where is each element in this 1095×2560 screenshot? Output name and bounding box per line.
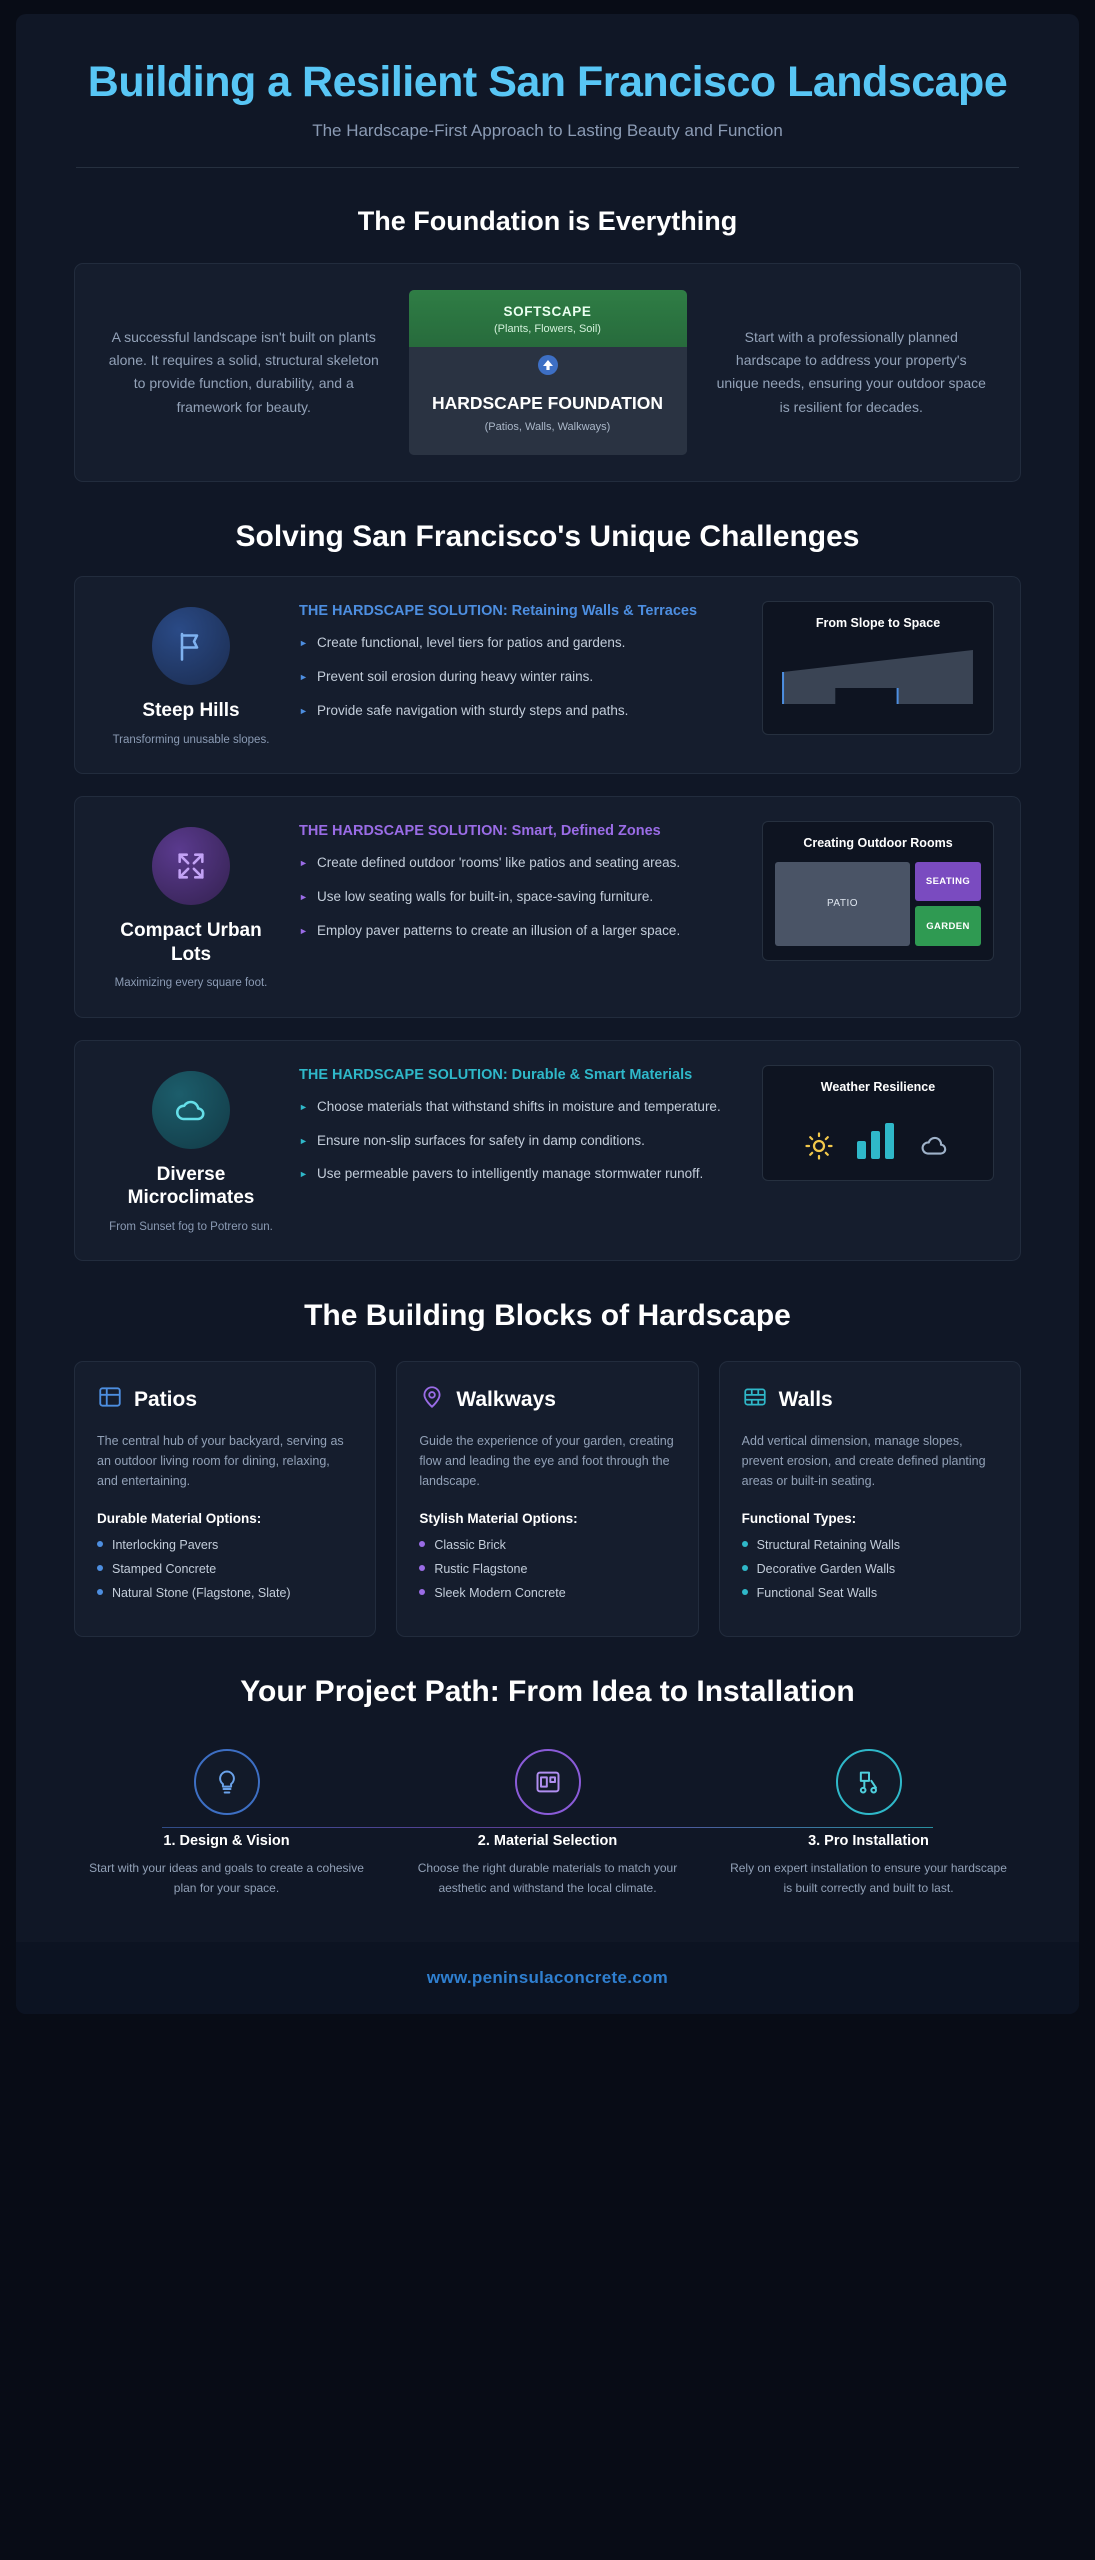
step-title: 3. Pro Installation (808, 1833, 929, 1850)
challenge-caption: From Sunset fog to Potrero sun. (109, 1221, 273, 1234)
slope-to-space-graphic (775, 642, 981, 720)
wall-brick-icon (742, 1384, 768, 1415)
list-item (299, 1164, 744, 1185)
solution-heading: THE HARDSCAPE SOLUTION: Smart, Defined Zones (299, 822, 661, 839)
list-item (742, 1538, 998, 1552)
visual-title: From Slope to Space (815, 615, 941, 630)
blocks-heading: The Building Blocks of Hardscape (304, 1299, 791, 1333)
dot-bullet-icon (97, 1565, 103, 1571)
list-text: Functional Seat Walls (756, 1586, 878, 1601)
bullet-text: Employ paver patterns to create an illusion of a larger space. (317, 922, 681, 938)
foundation-card (74, 263, 1021, 482)
block-title: Patios (134, 1387, 198, 1411)
tools-icon (836, 1749, 902, 1815)
dot-bullet-icon (742, 1541, 748, 1547)
step-description: Start with your ideas and goals to create a cohesive plan for your space. (89, 1861, 364, 1895)
challenge-visual (762, 1065, 994, 1181)
step-description: Rely on expert installation to ensure your hardscape is built correctly and built to last. (730, 1861, 1007, 1895)
room-column (915, 862, 981, 946)
challenge-caption: Maximizing every square foot. (114, 977, 268, 990)
list-item (742, 1586, 998, 1600)
challenge-solution (299, 1065, 744, 1199)
dot-bullet-icon (97, 1541, 103, 1547)
website-link[interactable]: www.peninsulaconcrete.com (426, 1967, 669, 1987)
block-list-title: Stylish Material Options: (419, 1511, 578, 1527)
path-steps (74, 1749, 1021, 1897)
hardscape-title: HARDSCAPE FOUNDATION (431, 393, 664, 414)
challenge-visual (762, 821, 994, 961)
challenge-summary (101, 821, 281, 993)
list-item (419, 1538, 675, 1552)
challenge-title: Compact Urban Lots (120, 919, 262, 965)
list-item (299, 633, 744, 654)
hardscape-subtitle: (Patios, Walls, Walkways) (484, 420, 611, 433)
triangle-bullet-icon: ► (299, 891, 308, 902)
challenge-summary (101, 1065, 281, 1237)
block-card-patios (74, 1361, 376, 1637)
triangle-bullet-icon: ► (299, 857, 308, 868)
dot-bullet-icon (742, 1589, 748, 1595)
foundation-right-text: Start with a professionally planned hardscape to address your property's unique needs, ensuring your outdoor space is resilient for decades. (716, 329, 986, 415)
bullet-text: Provide safe navigation with sturdy steps and paths. (317, 702, 629, 718)
dot-bullet-icon (97, 1589, 103, 1595)
list-text: Decorative Garden Walls (756, 1562, 896, 1577)
block-list (742, 1538, 998, 1600)
softscape-subtitle: (Plants, Flowers, Soil) (494, 323, 601, 336)
foundation-stack-diagram (409, 290, 687, 455)
building-blocks-row (74, 1361, 1021, 1637)
bullet-text: Choose materials that withstand shifts in moisture and temperature. (317, 1098, 721, 1114)
patio-icon (97, 1384, 123, 1415)
outdoor-rooms-graphic (775, 862, 981, 946)
challenge-visual (762, 601, 994, 735)
dot-bullet-icon (419, 1541, 425, 1547)
challenge-summary (101, 601, 281, 749)
infographic-page (16, 14, 1079, 2014)
location-pin-icon (419, 1384, 445, 1415)
flag-slope-icon (152, 607, 230, 685)
block-header (742, 1384, 998, 1415)
block-list-title: Functional Types: (741, 1511, 857, 1527)
solution-bullets (299, 853, 744, 942)
list-item (299, 921, 744, 942)
hero-section (16, 14, 1079, 141)
triangle-bullet-icon: ► (299, 925, 308, 936)
block-title: Walkways (456, 1387, 556, 1411)
challenge-caption: Transforming unusable slopes. (112, 733, 270, 746)
hardscape-layer (409, 383, 687, 455)
block-title: Walls (778, 1387, 833, 1411)
challenge-solution (299, 821, 744, 955)
weather-resilience-graphic (775, 1106, 981, 1166)
block-list (97, 1538, 353, 1600)
path-step-installation (716, 1749, 1021, 1897)
list-item (419, 1562, 675, 1576)
challenge-card-compact-lots (74, 796, 1021, 1018)
list-text: Structural Retaining Walls (756, 1538, 900, 1553)
block-list-title: Durable Material Options: (97, 1511, 262, 1527)
block-card-walkways (396, 1361, 698, 1637)
block-description: Guide the experience of your garden, creating flow and leading the eye and foot through the landscape. (419, 1434, 674, 1489)
challenges-heading: Solving San Francisco's Unique Challenges (235, 519, 860, 553)
list-item (419, 1586, 675, 1600)
page-subtitle: The Hardscape-First Approach to Lasting Beauty and Function (312, 121, 783, 141)
list-item (742, 1562, 998, 1576)
block-header (419, 1384, 675, 1415)
cloud-icon-small (918, 1131, 952, 1166)
bar-chart-icon (854, 1121, 898, 1166)
step-description: Choose the right durable materials to match your aesthetic and withstand the local climate. (417, 1861, 678, 1895)
bullet-text: Create defined outdoor 'rooms' like patios and seating areas. (317, 854, 681, 870)
list-item (97, 1562, 353, 1576)
list-text: Sleek Modern Concrete (434, 1586, 566, 1601)
list-item (97, 1586, 353, 1600)
bullet-text: Ensure non-slip surfaces for safety in damp conditions. (317, 1132, 645, 1148)
path-step-materials (395, 1749, 700, 1897)
solution-heading: THE HARDSCAPE SOLUTION: Durable & Smart Materials (299, 1066, 693, 1083)
layout-grid-icon (515, 1749, 581, 1815)
path-heading: Your Project Path: From Idea to Installation (240, 1675, 855, 1709)
list-item (299, 1131, 744, 1152)
challenge-title: Steep Hills (142, 699, 240, 721)
step-title: 2. Material Selection (477, 1833, 618, 1850)
triangle-bullet-icon: ► (299, 1169, 308, 1180)
page-title: Building a Resilient San Francisco Landscape (87, 58, 1008, 106)
softscape-layer (409, 290, 687, 347)
bullet-text: Prevent soil erosion during heavy winter rains. (317, 668, 594, 684)
cloud-icon (152, 1071, 230, 1149)
visual-title: Weather Resilience (820, 1079, 936, 1094)
path-step-design (74, 1749, 379, 1897)
solution-heading: THE HARDSCAPE SOLUTION: Retaining Walls & Terraces (299, 602, 698, 619)
divider (76, 167, 1019, 168)
lightbulb-icon (194, 1749, 260, 1815)
list-text: Classic Brick (434, 1538, 506, 1553)
list-item (299, 701, 744, 722)
list-item (299, 853, 744, 874)
list-item (299, 887, 744, 908)
foundation-heading: The Foundation is Everything (357, 206, 738, 237)
list-text: Interlocking Pavers (112, 1538, 219, 1553)
bullet-text: Use low seating walls for built-in, space-saving furniture. (317, 888, 654, 904)
triangle-bullet-icon: ► (299, 705, 308, 716)
list-item (299, 1097, 744, 1118)
room-seating: SEATING (915, 862, 981, 902)
bullet-text: Use permeable pavers to intelligently manage stormwater runoff. (317, 1166, 704, 1182)
project-path (74, 1739, 1021, 1897)
solution-bullets (299, 1097, 744, 1186)
room-garden: GARDEN (915, 906, 981, 946)
solution-bullets (299, 633, 744, 722)
block-description: The central hub of your backyard, serving as an outdoor living room for dining, relaxing, and entertaining. (97, 1434, 344, 1489)
challenge-solution (299, 601, 744, 735)
footer (16, 1942, 1079, 2014)
expand-arrows-icon (152, 827, 230, 905)
bullet-text: Create functional, level tiers for patios and gardens. (317, 634, 626, 650)
step-title: 1. Design & Vision (163, 1833, 290, 1850)
arrow-up-icon (409, 347, 687, 383)
challenge-card-steep-hills (74, 576, 1021, 774)
triangle-bullet-icon: ► (299, 671, 308, 682)
list-text: Rustic Flagstone (434, 1562, 528, 1577)
visual-title: Creating Outdoor Rooms (803, 835, 953, 850)
foundation-left-text: A successful landscape isn't built on plants alone. It requires a solid, structural skeleton to provide function, durability, and a framework for beauty. (108, 329, 379, 415)
triangle-bullet-icon: ► (299, 1135, 308, 1146)
dot-bullet-icon (419, 1565, 425, 1571)
list-text: Stamped Concrete (112, 1562, 217, 1577)
softscape-title: SOFTSCAPE (503, 304, 592, 320)
block-header (97, 1384, 353, 1415)
challenge-title: Diverse Microclimates (127, 1163, 255, 1209)
list-item (97, 1538, 353, 1552)
dot-bullet-icon (419, 1589, 425, 1595)
sun-icon (804, 1131, 834, 1166)
dot-bullet-icon (742, 1565, 748, 1571)
list-item (299, 667, 744, 688)
list-text: Natural Stone (Flagstone, Slate) (112, 1586, 291, 1601)
block-card-walls (719, 1361, 1021, 1637)
room-patio: PATIO (775, 862, 910, 946)
block-description: Add vertical dimension, manage slopes, prevent erosion, and create defined planting areas or built-in seating. (741, 1434, 986, 1489)
challenge-card-microclimates (74, 1040, 1021, 1262)
block-list (419, 1538, 675, 1600)
triangle-bullet-icon: ► (299, 637, 308, 648)
triangle-bullet-icon: ► (299, 1101, 308, 1112)
